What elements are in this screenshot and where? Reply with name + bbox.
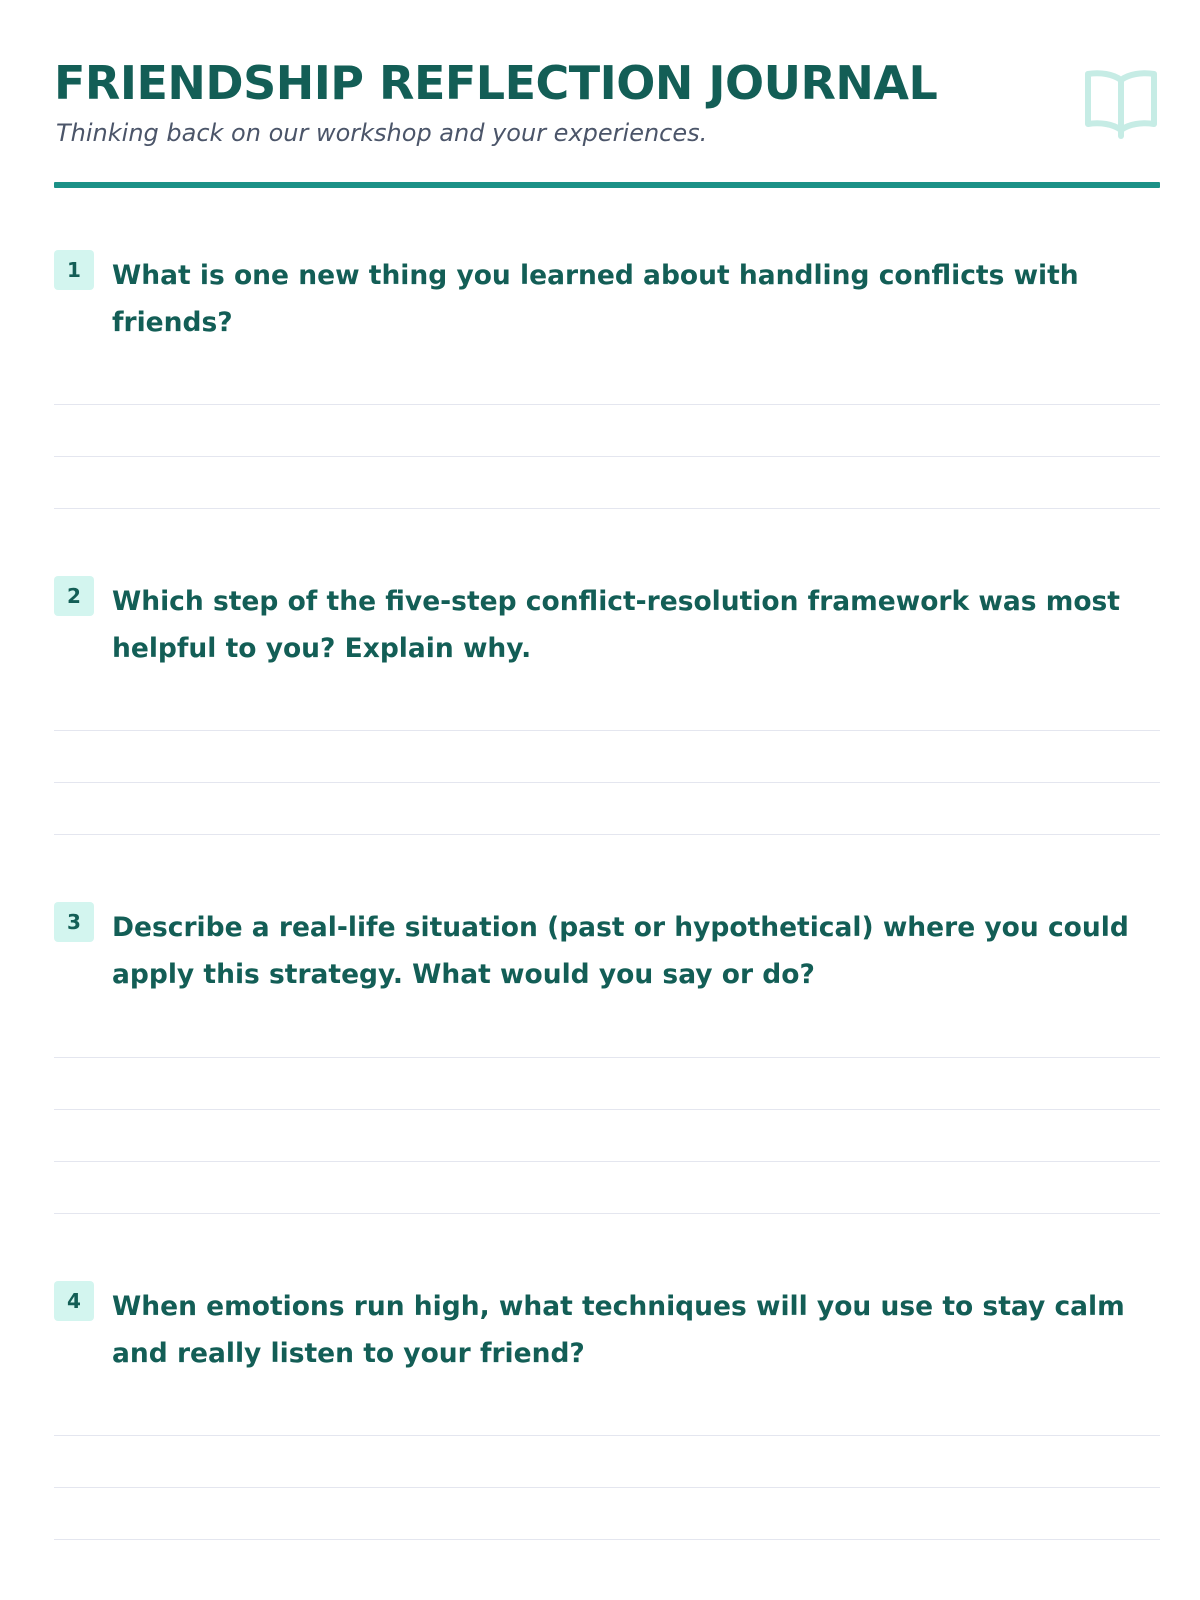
journal-header: [54, 52, 1160, 188]
answer-line[interactable]: [54, 782, 1160, 783]
answer-line[interactable]: [54, 834, 1160, 835]
answer-line[interactable]: [54, 1487, 1160, 1488]
answer-line[interactable]: [54, 1057, 1160, 1058]
question-text: Describe a real-life situation (past or hypothetical) where you could apply this strategy. What would you say or do?: [112, 912, 1129, 990]
answer-line[interactable]: [54, 1539, 1160, 1540]
page-subtitle: Thinking back on our workshop and your experiences.: [56, 119, 708, 147]
page-title: FRIENDSHIP REFLECTION JOURNAL: [54, 56, 938, 110]
answer-line[interactable]: [54, 730, 1160, 731]
answer-line[interactable]: [54, 1435, 1160, 1436]
answer-line[interactable]: [54, 404, 1160, 405]
question-number-badge: 2: [54, 576, 94, 616]
question-number-badge: 4: [54, 1281, 94, 1321]
answer-line[interactable]: [54, 456, 1160, 457]
question-text: What is one new thing you learned about handling conflicts with friends?: [112, 260, 1079, 338]
answer-line[interactable]: [54, 1109, 1160, 1110]
answer-line[interactable]: [54, 508, 1160, 509]
answer-line[interactable]: [54, 1213, 1160, 1214]
question-text: Which step of the five-step conflict-resolution framework was most helpful to you? Explain why.: [112, 586, 1120, 664]
question-number-badge: 1: [54, 250, 94, 290]
open-book-icon: [1082, 68, 1160, 140]
answer-line[interactable]: [54, 1161, 1160, 1162]
journal-page: [54, 0, 1160, 1600]
header-divider: [54, 182, 1160, 188]
question-number-badge: 3: [54, 902, 94, 942]
question-text: When emotions run high, what techniques will you use to stay calm and really listen to your friend?: [112, 1291, 1125, 1369]
